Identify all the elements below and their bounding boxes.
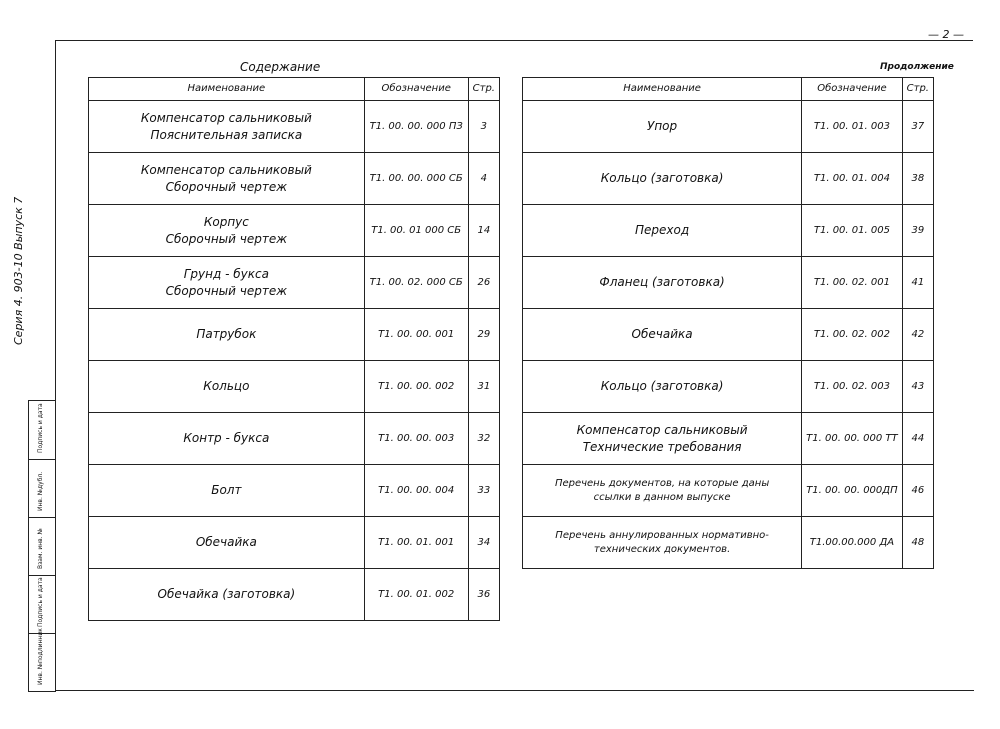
row-name [89,569,365,621]
row-name [89,257,365,309]
row-code: Т1. 00. 02. 002 [802,309,902,361]
row-name [523,205,802,257]
table-header-row [89,78,500,101]
row-name [523,517,802,569]
row-page: 31 [468,361,499,413]
row-code: Т1. 00. 02. 000 СБ [364,257,468,309]
row-page: 29 [468,309,499,361]
row-page: 37 [902,101,933,153]
table-row [89,257,500,309]
left-caption: Содержание [240,60,321,74]
row-page: 44 [902,413,933,465]
approval-stamp [28,400,56,692]
table-row [89,153,500,205]
table-row [523,309,934,361]
row-name-line1: Контр - букса [183,431,270,446]
row-code: Т1. 00. 01. 001 [364,517,468,569]
row-name-line1: Обечайка [631,327,693,342]
row-page: 46 [902,465,933,517]
header-name: Наименование [523,78,802,101]
row-page: 43 [902,361,933,413]
row-page: 4 [468,153,499,205]
row-code: Т1. 00. 01. 003 [802,101,902,153]
table-header-row [523,78,934,101]
row-name-line1: Болт [211,483,242,498]
row-page: 39 [902,205,933,257]
row-code: Т1. 00. 00. 000ДП [802,465,902,517]
row-name-line2: технических документов. [593,543,731,555]
header-code: Обозначение [802,78,902,101]
row-name-line1: Обечайка (заготовка) [157,587,296,602]
row-name-line1: Обечайка [195,535,257,550]
row-name-line2: Пояснительная записка [150,127,303,142]
table-row [523,465,934,517]
table-row [523,517,934,569]
table-row [523,413,934,465]
row-name [89,101,365,153]
row-name [523,361,802,413]
row-page: 38 [902,153,933,205]
row-code: Т1. 00. 01 000 СБ [364,205,468,257]
table-row [89,101,500,153]
row-name [89,517,365,569]
row-page: 36 [468,569,499,621]
row-name-line1: Переход [635,223,690,238]
series-label: Серия 4. 903-10 Выпуск 7 [12,196,25,345]
row-page: 14 [468,205,499,257]
row-page: 32 [468,413,499,465]
row-name-line1: Корпус [203,215,249,230]
row-name-line1: Компенсатор сальниковый [140,163,312,178]
row-name [89,465,365,517]
header-page: Стр. [902,78,933,101]
table-row [523,361,934,413]
row-name [523,413,802,465]
row-page: 34 [468,517,499,569]
row-name-line1: Кольцо [203,379,250,394]
table-row [523,257,934,309]
row-code: Т1. 00. 00. 000 ПЗ [364,101,468,153]
table-row [89,205,500,257]
contents-table-left [88,77,500,621]
table-row [523,153,934,205]
table-row [89,413,500,465]
stamp-label: Взам. инв. № [37,528,44,569]
row-code: Т1. 00. 02. 003 [802,361,902,413]
header-name: Наименование [89,78,365,101]
row-name [89,361,365,413]
row-name [523,465,802,517]
row-name [523,309,802,361]
row-code: Т1. 00. 01. 002 [364,569,468,621]
row-name-line1: Фланец (заготовка) [599,275,725,290]
row-page: 41 [902,257,933,309]
header-code: Обозначение [364,78,468,101]
row-page: 33 [468,465,499,517]
row-code: Т1. 00. 00. 000 СБ [364,153,468,205]
table-row [89,465,500,517]
row-name [523,257,802,309]
row-code: Т1. 00. 01. 005 [802,205,902,257]
row-name-line1: Грунд - букса [183,267,269,282]
stamp-label: Подпись и дата [37,403,44,453]
table-row [89,361,500,413]
row-code: Т1. 00. 00. 002 [364,361,468,413]
row-code: Т1. 00. 00. 003 [364,413,468,465]
row-name-line2: Сборочный чертеж [165,283,288,298]
row-name-line1: Кольцо (заготовка) [600,171,724,186]
table-row [523,205,934,257]
table-row [89,569,500,621]
row-name-line2: Сборочный чертеж [165,179,288,194]
table-row [89,309,500,361]
row-name [89,413,365,465]
row-code: Т1. 00. 01. 004 [802,153,902,205]
row-name-line1: Компенсатор сальниковый [140,111,312,126]
row-code: Т1. 00. 00. 001 [364,309,468,361]
row-name [89,309,365,361]
row-name [523,101,802,153]
row-page: 48 [902,517,933,569]
row-code: Т1.00.00.000 ДА [802,517,902,569]
row-name-line1: Компенсатор сальниковый [576,423,748,438]
row-name-line1: Перечень аннулированных нормативно- [555,530,769,541]
row-name-line2: Сборочный чертеж [165,231,288,246]
row-name-line1: Патрубок [196,327,257,342]
row-code: Т1. 00. 00. 000 ТТ [802,413,902,465]
row-page: 26 [468,257,499,309]
stamp-label: Инв. №подлинник [37,628,44,685]
row-name-line1: Перечень документов, на которые даны [554,478,770,489]
page-number: — 2 — [928,28,964,41]
row-name [89,153,365,205]
table-row [89,517,500,569]
row-page: 3 [468,101,499,153]
row-code: Т1. 00. 00. 004 [364,465,468,517]
row-name-line2: Технические требования [582,439,742,454]
stamp-label: Подпись и дата [37,577,44,627]
stamp-label: Инв. №дубл. [37,471,44,511]
row-name-line2: ссылки в данном выпуске [593,491,731,503]
header-page: Стр. [468,78,499,101]
row-name [89,205,365,257]
row-name-line1: Упор [647,119,678,134]
table-row [523,101,934,153]
row-name-line1: Кольцо (заготовка) [600,379,724,394]
row-code: Т1. 00. 02. 001 [802,257,902,309]
right-caption: Продолжение [880,62,954,72]
row-name [523,153,802,205]
contents-table-right [522,77,934,569]
row-page: 42 [902,309,933,361]
